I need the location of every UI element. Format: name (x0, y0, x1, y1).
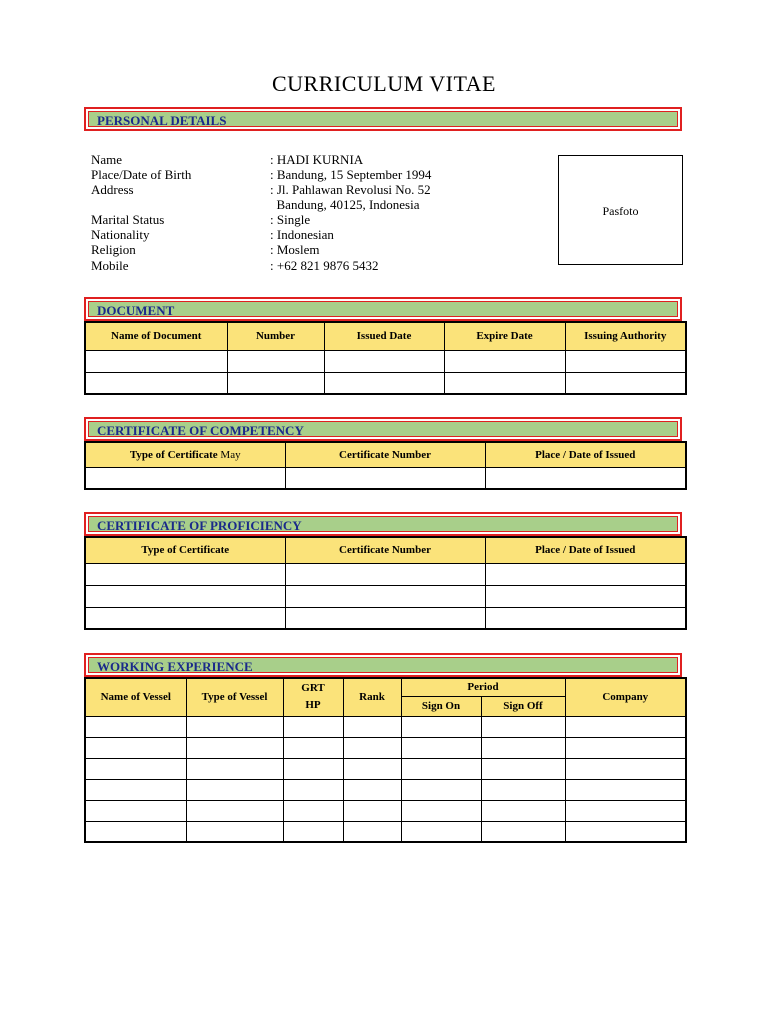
personal-label: Marital Status (91, 212, 165, 227)
table-cell (186, 779, 283, 800)
table-row (85, 372, 686, 394)
personal-value: : +62 821 9876 5432 (270, 258, 379, 273)
table-row (85, 737, 686, 758)
table-cell (343, 737, 401, 758)
competency-header: Place / Date of Issued (485, 442, 686, 467)
table-row (85, 467, 686, 489)
section-header-competency (84, 417, 682, 441)
table-row (85, 821, 686, 842)
table-cell (401, 716, 481, 737)
document-header: Name of Document (85, 322, 227, 350)
table-cell (565, 350, 686, 372)
photo-label: Pasfoto (602, 204, 639, 218)
page-title: CURRICULUM VITAE (271, 71, 496, 96)
table-cell (565, 821, 686, 842)
experience-header-sign-on: Sign On (401, 696, 481, 716)
table-cell (85, 607, 285, 629)
table-cell (485, 585, 686, 607)
table-cell (481, 716, 565, 737)
table-cell (283, 800, 343, 821)
table-cell (85, 350, 227, 372)
table-cell (85, 821, 186, 842)
table-cell (343, 758, 401, 779)
personal-label: Address (91, 182, 134, 197)
table-cell (227, 372, 324, 394)
photo-placeholder (558, 155, 683, 265)
proficiency-header: Place / Date of Issued (485, 537, 686, 563)
document-header: Expire Date (444, 322, 565, 350)
competency-table (84, 441, 687, 490)
experience-header-period: Period (401, 678, 565, 696)
document-header: Issuing Authority (565, 322, 686, 350)
table-row (85, 585, 686, 607)
table-cell (343, 716, 401, 737)
table-cell (481, 758, 565, 779)
experience-table (84, 677, 687, 843)
table-cell (285, 585, 485, 607)
table-cell (481, 821, 565, 842)
personal-label: Name (91, 152, 123, 167)
table-cell (186, 800, 283, 821)
table-row (85, 350, 686, 372)
proficiency-table (84, 536, 687, 630)
table-row (85, 563, 686, 585)
personal-value: Bandung, 40125, Indonesia (270, 197, 420, 212)
table-cell (481, 737, 565, 758)
table-cell (283, 737, 343, 758)
personal-label: Mobile (91, 258, 129, 273)
table-cell (565, 779, 686, 800)
personal-value: : Single (270, 212, 311, 227)
table-cell (283, 779, 343, 800)
experience-header-type: Type of Vessel (186, 678, 283, 716)
proficiency-header: Type of Certificate (85, 537, 285, 563)
competency-header: Certificate Number (285, 442, 485, 467)
section-title-proficiency: CERTIFICATE OF PROFICIENCY (88, 516, 678, 532)
table-cell (85, 716, 186, 737)
personal-value: : Jl. Pahlawan Revolusi No. 52 (270, 182, 431, 197)
table-cell (283, 821, 343, 842)
table-cell (85, 800, 186, 821)
table-cell (565, 737, 686, 758)
table-cell (283, 758, 343, 779)
experience-header-grt: GRT (301, 682, 325, 695)
experience-header-company: Company (565, 678, 686, 716)
section-header-proficiency (84, 512, 682, 536)
personal-value: : Bandung, 15 September 1994 (270, 167, 432, 182)
section-title-document: DOCUMENT (88, 301, 678, 317)
table-cell (85, 585, 285, 607)
table-cell (485, 607, 686, 629)
personal-label: Nationality (91, 227, 150, 242)
section-header-document (84, 297, 682, 321)
table-cell (565, 800, 686, 821)
competency-header (85, 442, 285, 467)
personal-value: : Moslem (270, 242, 320, 257)
table-row (85, 716, 686, 737)
table-cell (285, 563, 485, 585)
personal-label: Religion (91, 242, 136, 257)
personal-label: Place/Date of Birth (91, 167, 192, 182)
table-cell (324, 372, 444, 394)
document-header: Issued Date (324, 322, 444, 350)
table-cell (481, 779, 565, 800)
competency-header-suffix: May (217, 448, 241, 461)
proficiency-header: Certificate Number (285, 537, 485, 563)
table-row (85, 779, 686, 800)
table-cell (186, 716, 283, 737)
table-cell (324, 350, 444, 372)
table-cell (444, 372, 565, 394)
table-cell (481, 800, 565, 821)
personal-value: : Indonesian (270, 227, 334, 242)
table-cell (85, 467, 285, 489)
experience-header-grt-hp (283, 678, 343, 716)
table-cell (485, 467, 686, 489)
experience-header-hp: HP (305, 699, 321, 712)
table-row (85, 607, 686, 629)
section-header-experience (84, 653, 682, 677)
table-cell (343, 800, 401, 821)
table-cell (285, 467, 485, 489)
table-row (85, 800, 686, 821)
section-title-experience: WORKING EXPERIENCE (88, 657, 678, 673)
personal-value: : HADI KURNIA (270, 152, 364, 167)
table-cell (85, 758, 186, 779)
table-cell (85, 563, 285, 585)
table-cell (565, 372, 686, 394)
table-cell (401, 800, 481, 821)
table-cell (565, 758, 686, 779)
table-cell (283, 716, 343, 737)
experience-header-sign-off: Sign Off (481, 696, 565, 716)
table-cell (227, 350, 324, 372)
table-cell (85, 737, 186, 758)
table-cell (186, 821, 283, 842)
table-cell (444, 350, 565, 372)
table-cell (186, 737, 283, 758)
table-cell (401, 737, 481, 758)
table-cell (343, 779, 401, 800)
table-cell (85, 372, 227, 394)
competency-header-text: Type of Certificate (129, 448, 218, 461)
table-cell (401, 758, 481, 779)
table-cell (401, 821, 481, 842)
section-header-personal (84, 107, 682, 131)
table-cell (565, 716, 686, 737)
experience-header-rank: Rank (343, 678, 401, 716)
table-cell (401, 779, 481, 800)
experience-header-vessel: Name of Vessel (85, 678, 186, 716)
section-title-competency: CERTIFICATE OF COMPETENCY (88, 421, 678, 437)
document-header: Number (227, 322, 324, 350)
table-row (85, 758, 686, 779)
table-cell (186, 758, 283, 779)
table-cell (285, 607, 485, 629)
section-title-personal: PERSONAL DETAILS (88, 111, 678, 127)
table-cell (343, 821, 401, 842)
table-cell (85, 779, 186, 800)
document-table (84, 321, 687, 395)
table-cell (485, 563, 686, 585)
